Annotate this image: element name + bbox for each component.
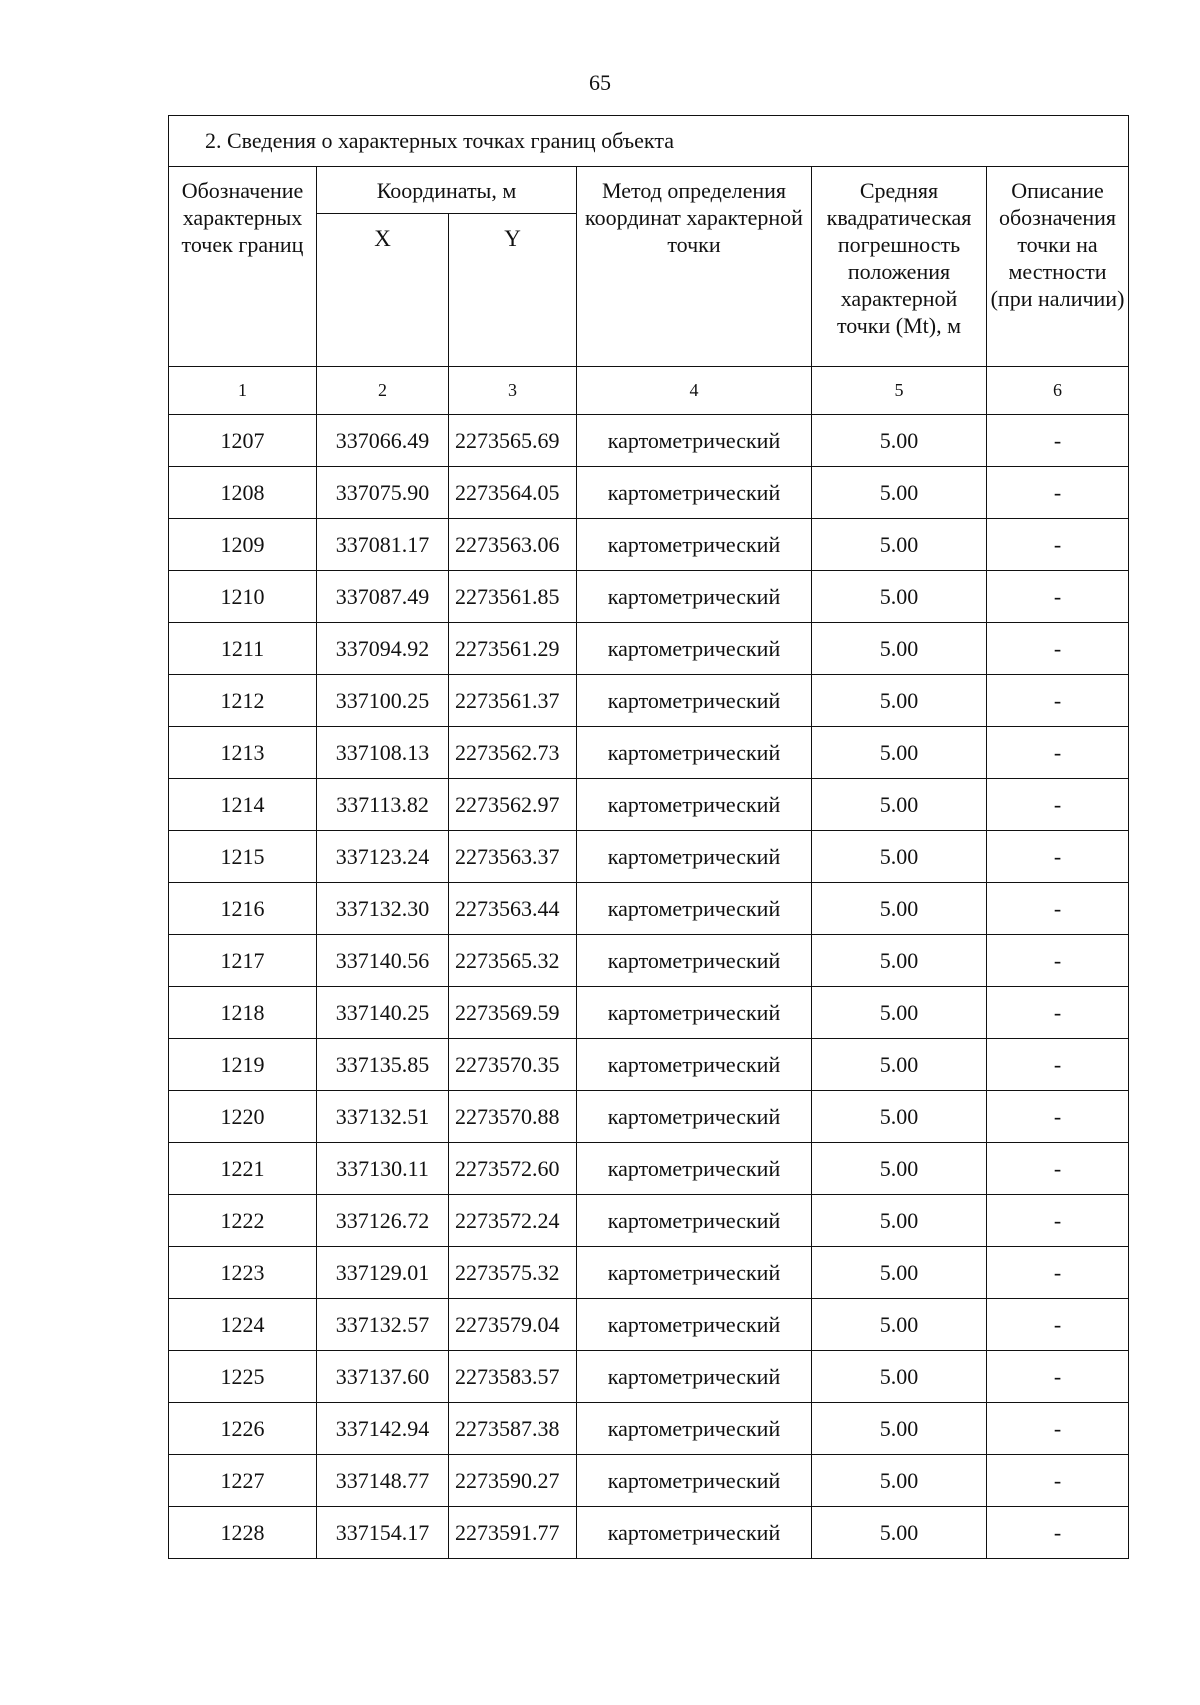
cell-y: 2273563.44: [449, 883, 577, 935]
cell-error: 5.00: [812, 1195, 987, 1247]
cell-method: картометрический: [577, 831, 812, 883]
cell-point-id: 1222: [169, 1195, 317, 1247]
cell-description: -: [987, 519, 1129, 571]
cell-description: -: [987, 935, 1129, 987]
cell-x: 337100.25: [317, 675, 449, 727]
table-row: [169, 519, 1129, 571]
cell-y: 2273579.04: [449, 1299, 577, 1351]
table-row: [169, 1091, 1129, 1143]
column-number: 6: [987, 367, 1129, 415]
cell-y: 2273569.59: [449, 987, 577, 1039]
cell-method: картометрический: [577, 1143, 812, 1195]
cell-method: картометрический: [577, 623, 812, 675]
column-number: 4: [577, 367, 812, 415]
cell-y: 2273570.35: [449, 1039, 577, 1091]
cell-x: 337126.72: [317, 1195, 449, 1247]
cell-method: картометрический: [577, 883, 812, 935]
header-designation: Обозначение характерных точек границ: [169, 167, 317, 367]
cell-method: картометрический: [577, 935, 812, 987]
cell-point-id: 1214: [169, 779, 317, 831]
cell-error: 5.00: [812, 987, 987, 1039]
cell-x: 337135.85: [317, 1039, 449, 1091]
cell-point-id: 1224: [169, 1299, 317, 1351]
header-method: Метод определения координат характерной точки: [577, 167, 812, 367]
cell-x: 337075.90: [317, 467, 449, 519]
cell-y: 2273564.05: [449, 467, 577, 519]
table-row: [169, 987, 1129, 1039]
cell-description: -: [987, 467, 1129, 519]
cell-method: картометрический: [577, 571, 812, 623]
section-title: 2. Сведения о характерных точках границ объекта: [169, 116, 1129, 167]
cell-method: картометрический: [577, 1195, 812, 1247]
table-row: [169, 1299, 1129, 1351]
cell-method: картометрический: [577, 1455, 812, 1507]
cell-description: -: [987, 415, 1129, 467]
cell-description: -: [987, 1143, 1129, 1195]
cell-description: -: [987, 1403, 1129, 1455]
table-row: [169, 1455, 1129, 1507]
cell-error: 5.00: [812, 1299, 987, 1351]
cell-method: картометрический: [577, 519, 812, 571]
cell-y: 2273561.29: [449, 623, 577, 675]
cell-description: -: [987, 571, 1129, 623]
cell-description: -: [987, 1507, 1129, 1559]
table-row: [169, 1195, 1129, 1247]
column-number: 2: [317, 367, 449, 415]
cell-point-id: 1212: [169, 675, 317, 727]
cell-x: 337123.24: [317, 831, 449, 883]
cell-method: картометрический: [577, 1403, 812, 1455]
cell-error: 5.00: [812, 519, 987, 571]
column-number: 1: [169, 367, 317, 415]
cell-y: 2273563.06: [449, 519, 577, 571]
table-row: [169, 675, 1129, 727]
cell-y: 2273591.77: [449, 1507, 577, 1559]
table-row: [169, 1143, 1129, 1195]
cell-y: 2273572.24: [449, 1195, 577, 1247]
table-row: [169, 467, 1129, 519]
cell-point-id: 1223: [169, 1247, 317, 1299]
cell-method: картометрический: [577, 1039, 812, 1091]
cell-error: 5.00: [812, 467, 987, 519]
table-row: [169, 1507, 1129, 1559]
cell-error: 5.00: [812, 1091, 987, 1143]
cell-y: 2273562.97: [449, 779, 577, 831]
cell-description: -: [987, 1195, 1129, 1247]
header-description: Описание обозначения точки на местности (при наличии): [987, 167, 1129, 367]
cell-error: 5.00: [812, 883, 987, 935]
cell-y: 2273570.88: [449, 1091, 577, 1143]
cell-description: -: [987, 883, 1129, 935]
cell-y: 2273562.73: [449, 727, 577, 779]
cell-point-id: 1209: [169, 519, 317, 571]
cell-method: картометрический: [577, 675, 812, 727]
cell-y: 2273583.57: [449, 1351, 577, 1403]
cell-method: картометрический: [577, 1299, 812, 1351]
cell-y: 2273561.37: [449, 675, 577, 727]
cell-description: -: [987, 1299, 1129, 1351]
cell-error: 5.00: [812, 831, 987, 883]
cell-y: 2273590.27: [449, 1455, 577, 1507]
table-row: [169, 623, 1129, 675]
cell-point-id: 1211: [169, 623, 317, 675]
cell-method: картометрический: [577, 779, 812, 831]
cell-error: 5.00: [812, 571, 987, 623]
table-row: [169, 1039, 1129, 1091]
cell-error: 5.00: [812, 675, 987, 727]
cell-y: 2273572.60: [449, 1143, 577, 1195]
cell-description: -: [987, 1247, 1129, 1299]
cell-error: 5.00: [812, 727, 987, 779]
cell-x: 337132.51: [317, 1091, 449, 1143]
cell-description: -: [987, 779, 1129, 831]
cell-point-id: 1226: [169, 1403, 317, 1455]
cell-x: 337132.30: [317, 883, 449, 935]
cell-error: 5.00: [812, 1143, 987, 1195]
cell-error: 5.00: [812, 1507, 987, 1559]
cell-point-id: 1215: [169, 831, 317, 883]
cell-y: 2273587.38: [449, 1403, 577, 1455]
cell-method: картометрический: [577, 1507, 812, 1559]
cell-point-id: 1218: [169, 987, 317, 1039]
cell-method: картометрический: [577, 415, 812, 467]
cell-point-id: 1213: [169, 727, 317, 779]
cell-x: 337108.13: [317, 727, 449, 779]
cell-x: 337137.60: [317, 1351, 449, 1403]
table-row: [169, 571, 1129, 623]
cell-point-id: 1210: [169, 571, 317, 623]
cell-error: 5.00: [812, 1455, 987, 1507]
cell-method: картометрический: [577, 467, 812, 519]
cell-error: 5.00: [812, 415, 987, 467]
cell-x: 337142.94: [317, 1403, 449, 1455]
cell-point-id: 1227: [169, 1455, 317, 1507]
cell-error: 5.00: [812, 1403, 987, 1455]
cell-x: 337066.49: [317, 415, 449, 467]
cell-x: 337154.17: [317, 1507, 449, 1559]
cell-x: 337113.82: [317, 779, 449, 831]
header-error: Средняя квадратическая погрешность положения характерной точки (Mt), м: [812, 167, 987, 367]
cell-point-id: 1219: [169, 1039, 317, 1091]
column-number-row: [169, 367, 1129, 415]
cell-description: -: [987, 623, 1129, 675]
table-row: [169, 415, 1129, 467]
column-number: 3: [449, 367, 577, 415]
cell-point-id: 1207: [169, 415, 317, 467]
cell-error: 5.00: [812, 935, 987, 987]
cell-point-id: 1221: [169, 1143, 317, 1195]
cell-y: 2273563.37: [449, 831, 577, 883]
table-row: [169, 831, 1129, 883]
cell-description: -: [987, 675, 1129, 727]
cell-point-id: 1208: [169, 467, 317, 519]
cell-y: 2273575.32: [449, 1247, 577, 1299]
cell-point-id: 1225: [169, 1351, 317, 1403]
header-x: X: [317, 214, 449, 367]
cell-point-id: 1220: [169, 1091, 317, 1143]
cell-error: 5.00: [812, 779, 987, 831]
cell-y: 2273561.85: [449, 571, 577, 623]
boundary-points-table: [168, 115, 1129, 1559]
cell-method: картометрический: [577, 1091, 812, 1143]
table-row: [169, 1403, 1129, 1455]
cell-error: 5.00: [812, 1351, 987, 1403]
cell-point-id: 1217: [169, 935, 317, 987]
cell-x: 337129.01: [317, 1247, 449, 1299]
cell-point-id: 1216: [169, 883, 317, 935]
cell-description: -: [987, 727, 1129, 779]
table-row: [169, 779, 1129, 831]
cell-x: 337130.11: [317, 1143, 449, 1195]
header-y: Y: [449, 214, 577, 367]
table-row: [169, 883, 1129, 935]
cell-x: 337087.49: [317, 571, 449, 623]
cell-point-id: 1228: [169, 1507, 317, 1559]
cell-y: 2273565.32: [449, 935, 577, 987]
cell-description: -: [987, 1091, 1129, 1143]
table-row: [169, 1247, 1129, 1299]
column-number: 5: [812, 367, 987, 415]
cell-description: -: [987, 1039, 1129, 1091]
cell-method: картометрический: [577, 987, 812, 1039]
cell-error: 5.00: [812, 1247, 987, 1299]
page-number: 65: [589, 70, 611, 95]
cell-y: 2273565.69: [449, 415, 577, 467]
cell-error: 5.00: [812, 1039, 987, 1091]
cell-description: -: [987, 987, 1129, 1039]
cell-x: 337132.57: [317, 1299, 449, 1351]
cell-x: 337140.25: [317, 987, 449, 1039]
cell-method: картометрический: [577, 1247, 812, 1299]
cell-method: картометрический: [577, 727, 812, 779]
cell-description: -: [987, 1351, 1129, 1403]
header-coordinates: Координаты, м: [317, 167, 577, 214]
cell-x: 337081.17: [317, 519, 449, 571]
cell-x: 337148.77: [317, 1455, 449, 1507]
cell-error: 5.00: [812, 623, 987, 675]
cell-description: -: [987, 831, 1129, 883]
table-row: [169, 727, 1129, 779]
cell-method: картометрический: [577, 1351, 812, 1403]
cell-description: -: [987, 1455, 1129, 1507]
cell-x: 337140.56: [317, 935, 449, 987]
table-row: [169, 935, 1129, 987]
cell-x: 337094.92: [317, 623, 449, 675]
table-row: [169, 1351, 1129, 1403]
